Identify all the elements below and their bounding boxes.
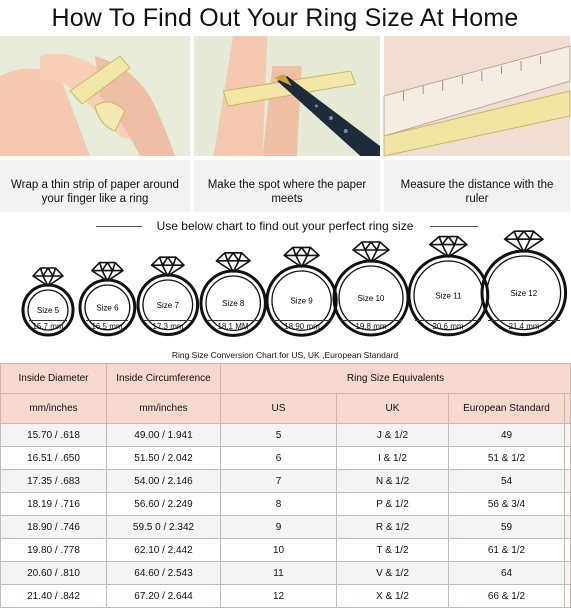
cell-extra xyxy=(565,585,571,608)
cell-circumference: 62.10 / 2.442 xyxy=(107,539,221,562)
ring-diameter-label: 18.1 MM xyxy=(217,322,249,331)
cell-us: 8 xyxy=(221,493,337,516)
cell-european: 51 & 1/2 xyxy=(449,447,565,470)
step-measure xyxy=(380,36,570,212)
header-equivalents: Ring Size Equivalents xyxy=(221,364,571,394)
step-measure-caption: Measure the distance with the ruler xyxy=(384,160,570,212)
cell-european: 54 xyxy=(449,470,565,493)
step-mark-caption: Make the spot where the paper meets xyxy=(194,160,380,212)
cell-us: 12 xyxy=(221,585,337,608)
cell-us: 7 xyxy=(221,470,337,493)
cell-circumference: 54.00 / 2.146 xyxy=(107,470,221,493)
diameter-arrow xyxy=(86,320,129,321)
cell-diameter: 19.80 / .778 xyxy=(1,539,107,562)
cell-us: 9 xyxy=(221,516,337,539)
table-row xyxy=(1,470,571,493)
cell-extra xyxy=(565,424,571,447)
header-mm-inches-circumference: mm/inches xyxy=(107,394,221,424)
cell-diameter: 15.70 / .618 xyxy=(1,424,107,447)
diameter-arrow xyxy=(340,320,402,321)
cell-uk: T & 1/2 xyxy=(337,539,449,562)
diamond-icon xyxy=(216,252,250,271)
diamond-icon xyxy=(353,242,389,262)
diamond-icon xyxy=(285,247,320,267)
ring-diameter-label: 18.90 mm xyxy=(284,322,320,331)
ring-diameter-label: 19.8 mm xyxy=(355,322,387,331)
cell-european: 59 xyxy=(449,516,565,539)
ring-diameter-label: 21.4 mm xyxy=(508,322,540,331)
ring-size-table xyxy=(0,363,571,608)
header-european: European Standard xyxy=(449,394,565,424)
cell-diameter: 18.19 / .716 xyxy=(1,493,107,516)
page-title: How To Find Out Your Ring Size At Home xyxy=(51,4,519,32)
step-mark xyxy=(190,36,380,212)
cell-european: 66 & 1/2 xyxy=(449,585,565,608)
chart-hint: Use below chart to find out your perfect ring size xyxy=(0,216,570,236)
table-row xyxy=(1,493,571,516)
step-wrap-caption: Wrap a thin strip of paper around your finger like a ring xyxy=(0,160,190,212)
header-us: US xyxy=(221,394,337,424)
cell-us: 10 xyxy=(221,539,337,562)
ring-size-label: Size 8 xyxy=(221,298,245,308)
cell-extra xyxy=(565,562,571,585)
cell-extra xyxy=(565,447,571,470)
table-row xyxy=(1,539,571,562)
cell-extra xyxy=(565,470,571,493)
ring-diameter-label: 17.3 mm xyxy=(152,322,184,331)
cell-us: 11 xyxy=(221,562,337,585)
ring-size-label: Size 12 xyxy=(510,289,538,299)
table-caption: Ring Size Conversion Chart for US, UK ,European Standard xyxy=(171,350,399,360)
header-extra xyxy=(565,394,571,424)
header-uk: UK xyxy=(337,394,449,424)
header-inside-diameter: Inside Diameter xyxy=(1,364,107,394)
header-inside-circumference: Inside Circumference xyxy=(107,364,221,394)
step-measure-illustration xyxy=(384,36,570,156)
cell-circumference: 64.60 / 2.543 xyxy=(107,562,221,585)
ring-size-label: Size 11 xyxy=(434,291,462,301)
diamond-icon xyxy=(429,237,466,257)
table-row xyxy=(1,516,571,539)
cell-extra xyxy=(565,493,571,516)
table-row xyxy=(1,447,571,470)
cell-circumference: 51.50 / 2.042 xyxy=(107,447,221,470)
step-wrap xyxy=(0,36,190,212)
diameter-arrow xyxy=(488,320,560,321)
ring-size-label: Size 9 xyxy=(290,296,314,306)
cell-diameter: 18.90 / .746 xyxy=(1,516,107,539)
cell-uk: V & 1/2 xyxy=(337,562,449,585)
cell-circumference: 49.00 / 1.941 xyxy=(107,424,221,447)
cell-diameter: 16.51 / .650 xyxy=(1,447,107,470)
cell-diameter: 20.60 / .810 xyxy=(1,562,107,585)
cell-circumference: 56.60 / 2.249 xyxy=(107,493,221,516)
cell-circumference: 59.5 0 / 2.342 xyxy=(107,516,221,539)
header-mm-inches-diameter: mm/inches xyxy=(1,394,107,424)
diamond-icon xyxy=(33,268,63,286)
cell-uk: X & 1/2 xyxy=(337,585,449,608)
diameter-arrow xyxy=(29,320,67,321)
cell-extra xyxy=(565,539,571,562)
cell-european: 49 xyxy=(449,424,565,447)
step-mark-illustration xyxy=(194,36,380,156)
ring-size-label: Size 5 xyxy=(36,306,60,315)
cell-uk: P & 1/2 xyxy=(337,493,449,516)
diamond-icon xyxy=(91,263,122,281)
cell-european: 61 & 1/2 xyxy=(449,539,565,562)
cell-uk: J & 1/2 xyxy=(337,424,449,447)
ring-diameter-label: 20.6 mm xyxy=(432,322,464,331)
ring-diameter-label: 15.7 mm xyxy=(32,322,64,331)
step-wrap-illustration xyxy=(0,36,190,156)
ring-size-label: Size 7 xyxy=(156,301,180,311)
table-row xyxy=(1,585,571,608)
ring-diameter-label: 16.5 mm xyxy=(91,322,123,331)
steps-panel xyxy=(0,36,570,212)
cell-uk: I & 1/2 xyxy=(337,447,449,470)
diameter-arrow xyxy=(144,320,192,321)
table-row xyxy=(1,424,571,447)
cell-diameter: 17.35 / .683 xyxy=(1,470,107,493)
ring-size-label: Size 6 xyxy=(95,303,119,313)
cell-european: 64 xyxy=(449,562,565,585)
cell-uk: N & 1/2 xyxy=(337,470,449,493)
cell-us: 6 xyxy=(221,447,337,470)
cell-european: 56 & 3/4 xyxy=(449,493,565,516)
table-row xyxy=(1,562,571,585)
diameter-arrow xyxy=(207,320,259,321)
cell-diameter: 21.40 / .842 xyxy=(1,585,107,608)
diamond-icon xyxy=(505,232,543,253)
cell-us: 5 xyxy=(221,424,337,447)
diameter-arrow xyxy=(415,320,482,321)
cell-extra xyxy=(565,516,571,539)
diameter-arrow xyxy=(273,320,330,321)
diamond-icon xyxy=(152,258,184,277)
cell-circumference: 67.20 / 2.644 xyxy=(107,585,221,608)
ring-size-label: Size 10 xyxy=(357,294,385,303)
cell-uk: R & 1/2 xyxy=(337,516,449,539)
